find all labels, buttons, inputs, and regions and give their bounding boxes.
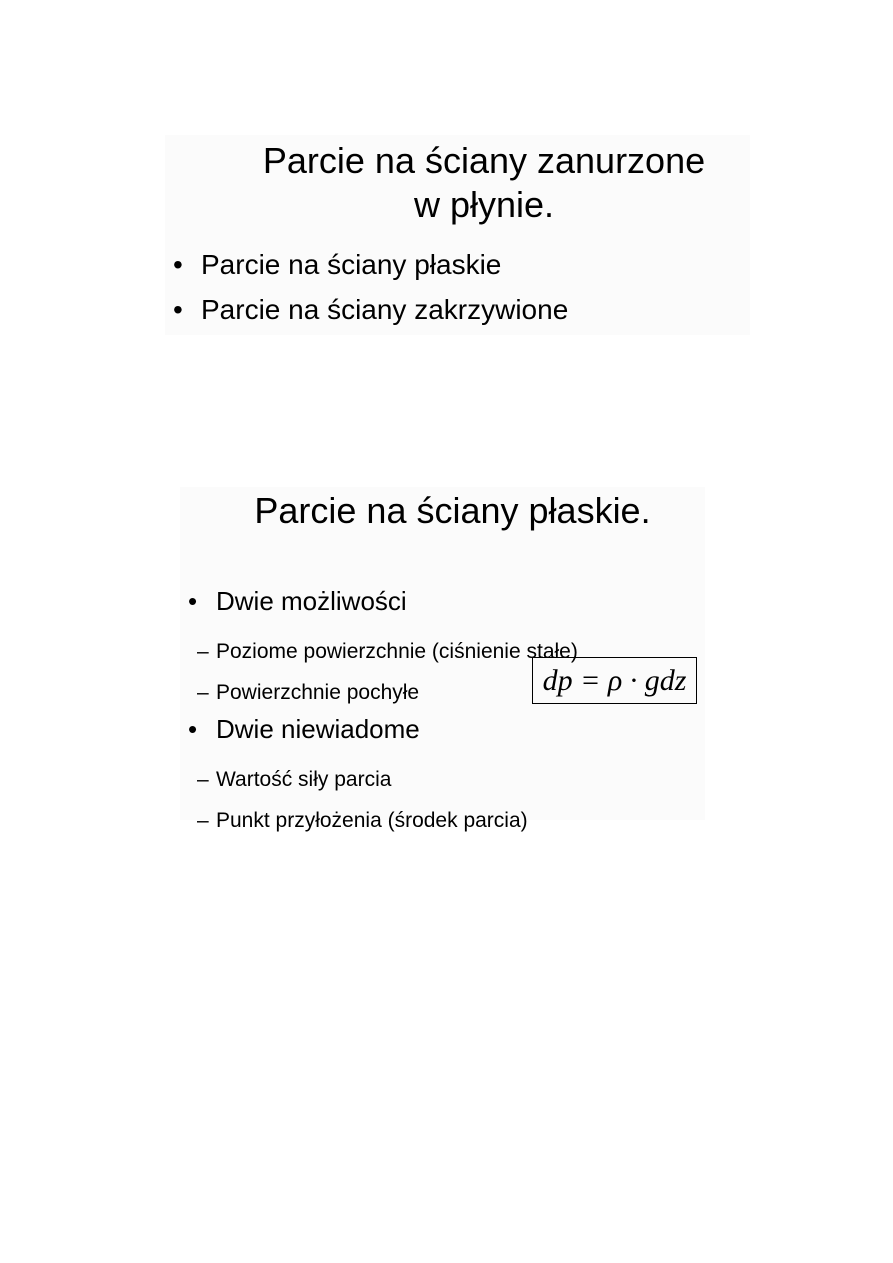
bullet-item: • Parcie na ściany płaskie	[168, 248, 568, 293]
dash-marker: –	[197, 767, 209, 791]
dash-marker: –	[197, 680, 209, 704]
slide-2-title: Parcie na ściany płaskie.	[254, 490, 651, 531]
slide-1-title-line-1: Parcie na ściany zanurzone	[262, 140, 706, 181]
dash-marker: –	[197, 808, 209, 832]
sub-bullet-item	[190, 800, 578, 841]
slide-2-bullet-list	[183, 585, 578, 841]
slide-1-title	[225, 139, 743, 227]
bullet-item: • Parcie na ściany zakrzywione	[168, 293, 568, 338]
sub-bullet-list	[197, 759, 578, 841]
dash-marker: –	[197, 639, 209, 663]
sub-bullet-text: Powierzchnie pochyłe	[216, 680, 420, 704]
pressure-formula-box: dp = ρ · gdz	[532, 657, 697, 704]
bullet-item	[183, 713, 578, 841]
slide-1-bullet-list	[168, 248, 568, 338]
bullet-label: • Dwie możliwości	[216, 586, 407, 616]
bullet-label: • Dwie niewiadome	[216, 714, 420, 744]
sub-bullet-text: Wartość siły parcia	[216, 767, 392, 791]
sub-bullet-list	[197, 631, 578, 713]
slide-2	[180, 487, 705, 832]
bullet-item	[183, 585, 578, 713]
sub-bullet-text: Poziome powierzchnie (ciśnienie stałe)	[216, 639, 578, 663]
sub-bullet-text: Punkt przyłożenia (środek parcia)	[216, 808, 528, 832]
sub-bullet-item	[190, 759, 578, 800]
slide-1-title-line-2: w płynie.	[413, 184, 555, 225]
sub-bullet-item	[190, 672, 578, 713]
slide-1	[165, 135, 750, 335]
sub-bullet-item	[190, 631, 578, 672]
